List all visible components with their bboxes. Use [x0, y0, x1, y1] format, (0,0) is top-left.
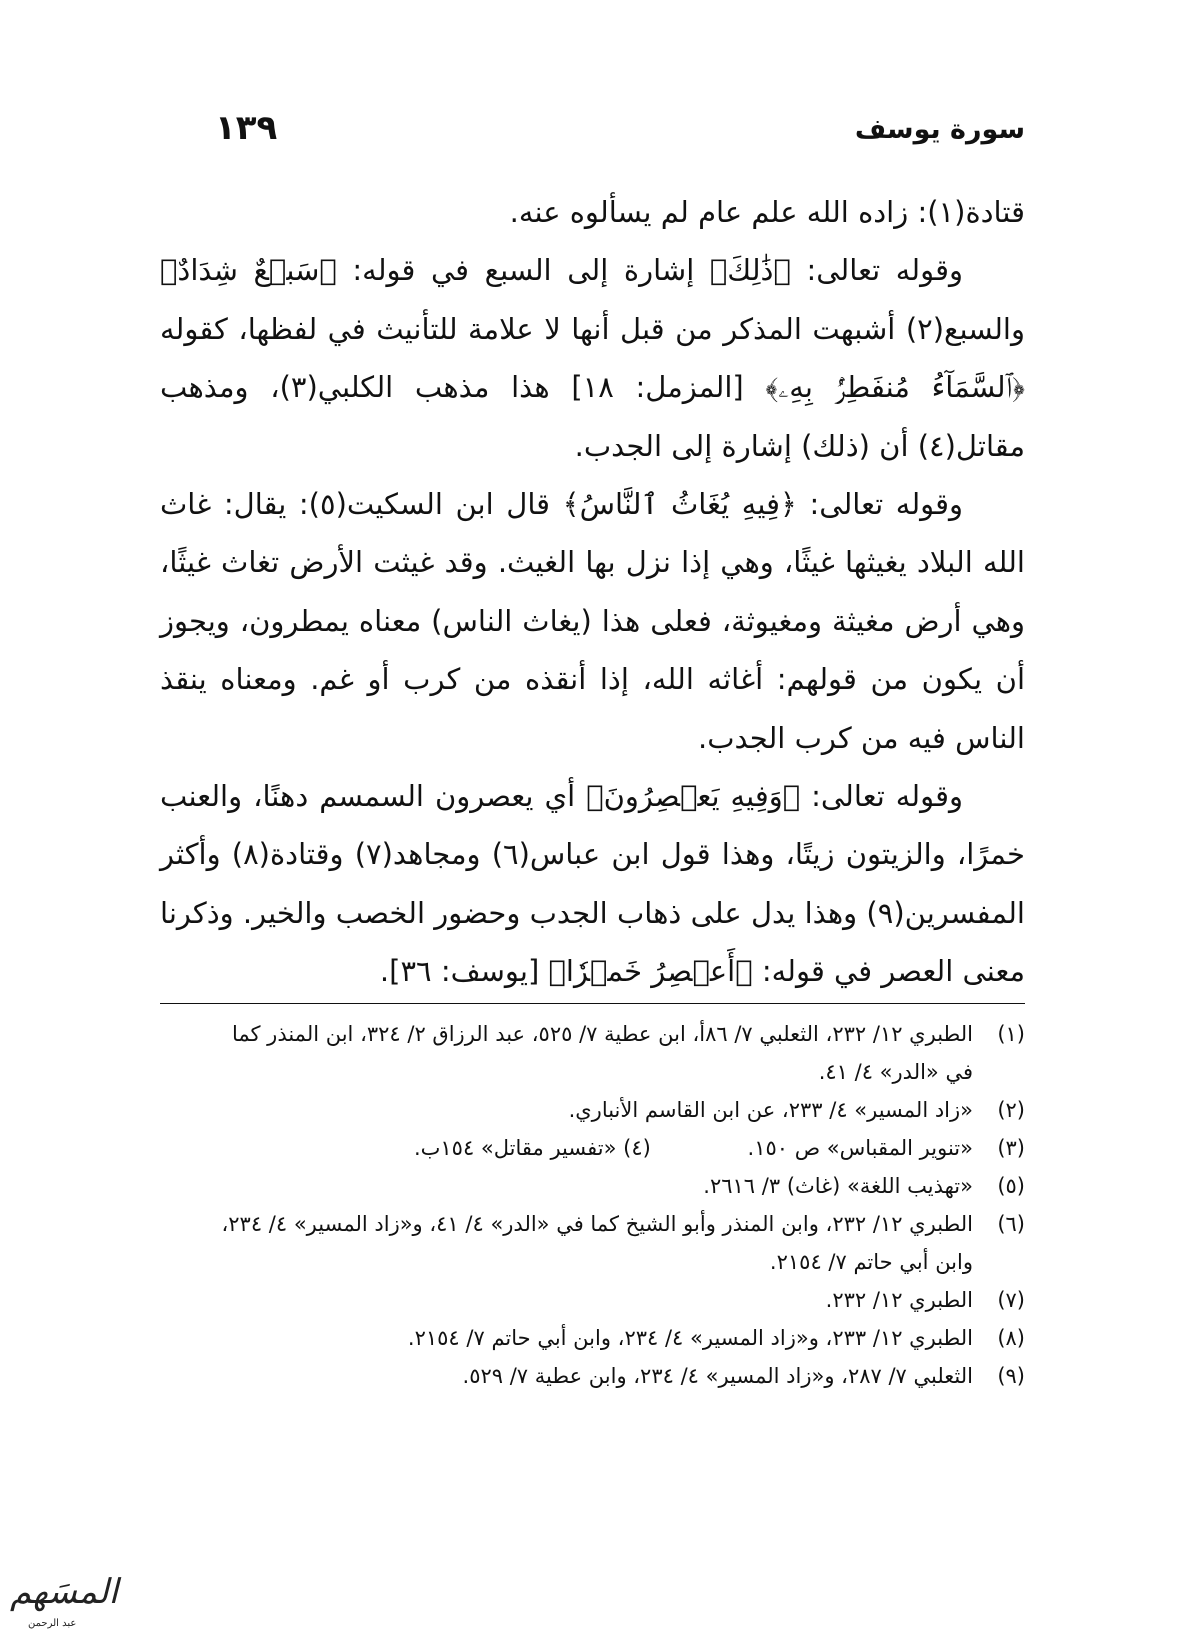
footnote-text: الطبري ١٢/ ٢٣٢، وابن المنذر وأبو الشيخ كما في «الدر» ٤/ ٤١، و«زاد المسير» ٤/ ٢٣٤، وابن أبي حاتم ٧/ ٢١٥٤.	[221, 1212, 973, 1274]
footnote-number: (٤)	[623, 1136, 651, 1160]
footnote-4	[414, 1129, 651, 1167]
paragraph-1: قتادة(١): زاده الله علم عام لم يسألوه عنه.	[509, 195, 1025, 229]
watermark-logo	[10, 1572, 119, 1635]
footnote-number: (٧)	[997, 1288, 1025, 1312]
footnote-8	[200, 1319, 1025, 1357]
page-number: ١٣٩	[215, 108, 278, 148]
footnote-2	[200, 1091, 1025, 1129]
footnote-text: «زاد المسير» ٤/ ٢٣٣، عن ابن القاسم الأنباري.	[568, 1098, 973, 1122]
footnote-number: (٨)	[997, 1326, 1025, 1350]
footnote-1	[200, 1015, 1025, 1091]
main-text	[160, 183, 1025, 1001]
footnote-6	[200, 1205, 1025, 1281]
footnote-text: الطبري ١٢/ ٢٣٣، و«زاد المسير» ٤/ ٢٣٤، وابن أبي حاتم ٧/ ٢١٥٤.	[407, 1326, 973, 1350]
footnote-number: (٥)	[997, 1174, 1025, 1198]
footnote-text: الثعلبي ٧/ ٢٨٧، و«زاد المسير» ٤/ ٢٣٤، وابن عطية ٧/ ٥٢٩.	[462, 1364, 973, 1388]
logo-caption: عبد الرحمن	[28, 1618, 77, 1629]
paragraph-3: وقوله تعالى: ﴿فِيهِ يُغَاثُ ٱلنَّاسُ﴾ قال ابن السكيت(٥): يقال: غاث الله البلاد يغيثها غيثًا، وهي إذا نزل بها الغيث. وقد غيثت الأرض تغاث غيثًا، وهي أرض مغيثة ومغيوثة، فعلى هذا (يغاث الناس) معناه يمطرون، ويجوز أن يكون من قولهم: أغاثه الله، إذا أنقذه من كرب أو غم. ومعناه ينقذ الناس فيه من كرب الجدب.	[160, 487, 1025, 755]
paragraph-2: وقوله تعالى: ﴿ذَٰلِكَ﴾ إشارة إلى السبع في قوله: ﴿سَبۡعٌ شِدَادٌ﴾ والسبع(٢) أشبهت المذكر من قبل أنها لا علامة للتأنيث في لفظها، كقوله ﴿ٱلسَّمَآءُ مُنفَطِرُۢ بِهِۦ﴾ [المزمل: ١٨] هذا مذهب الكلبي(٣)، ومذهب مقاتل(٤) أن (ذلك) إشارة إلى الجدب.	[160, 253, 1026, 463]
footnote-number: (٣)	[997, 1136, 1025, 1160]
footnote-text: «تهذيب اللغة» (غاث) ٣/ ٢٦١٦.	[703, 1174, 973, 1198]
footnote-5	[200, 1167, 1025, 1205]
footnote-text: «تنوير المقباس» ص ١٥٠.	[747, 1136, 973, 1160]
logo-main: المسَهم	[10, 1572, 119, 1612]
page-header	[215, 108, 1025, 158]
footnote-3-4	[200, 1129, 1025, 1167]
footnote-text: «تفسير مقاتل» ١٥٤ب.	[413, 1136, 617, 1160]
footnote-number: (٢)	[997, 1098, 1025, 1122]
footnote-number: (٦)	[997, 1212, 1025, 1236]
footnotes	[200, 1015, 1025, 1395]
footnote-text: الطبري ١٢/ ٢٣٢، الثعلبي ٧/ ٨٦أ، ابن عطية ٧/ ٥٢٥، عبد الرزاق ٢/ ٣٢٤، ابن المنذر كما في «الدر» ٤/ ٤١.	[231, 1022, 973, 1084]
footnote-number: (٩)	[997, 1364, 1025, 1388]
footnote-number: (١)	[997, 1022, 1025, 1046]
footnote-9	[200, 1357, 1025, 1395]
footnote-text: الطبري ١٢/ ٢٣٢.	[825, 1288, 973, 1312]
footnote-divider	[160, 1003, 1025, 1004]
footnote-7	[200, 1281, 1025, 1319]
paragraph-4: وقوله تعالى: ﴿وَفِيهِ يَعۡصِرُونَ﴾ أي يعصرون السمسم دهنًا، والعنب خمرًا، والزيتون زيتًا، وهذا قول ابن عباس(٦) ومجاهد(٧) وقتادة(٨) وأكثر المفسرين(٩) وهذا يدل على ذهاب الجدب وحضور الخصب والخير. وذكرنا معنى العصر في قوله: ﴿أَعۡصِرُ خَمۡرٗا﴾ [يوسف: ٣٦].	[160, 779, 1025, 989]
surah-title: سورة يوسف	[854, 114, 1025, 145]
